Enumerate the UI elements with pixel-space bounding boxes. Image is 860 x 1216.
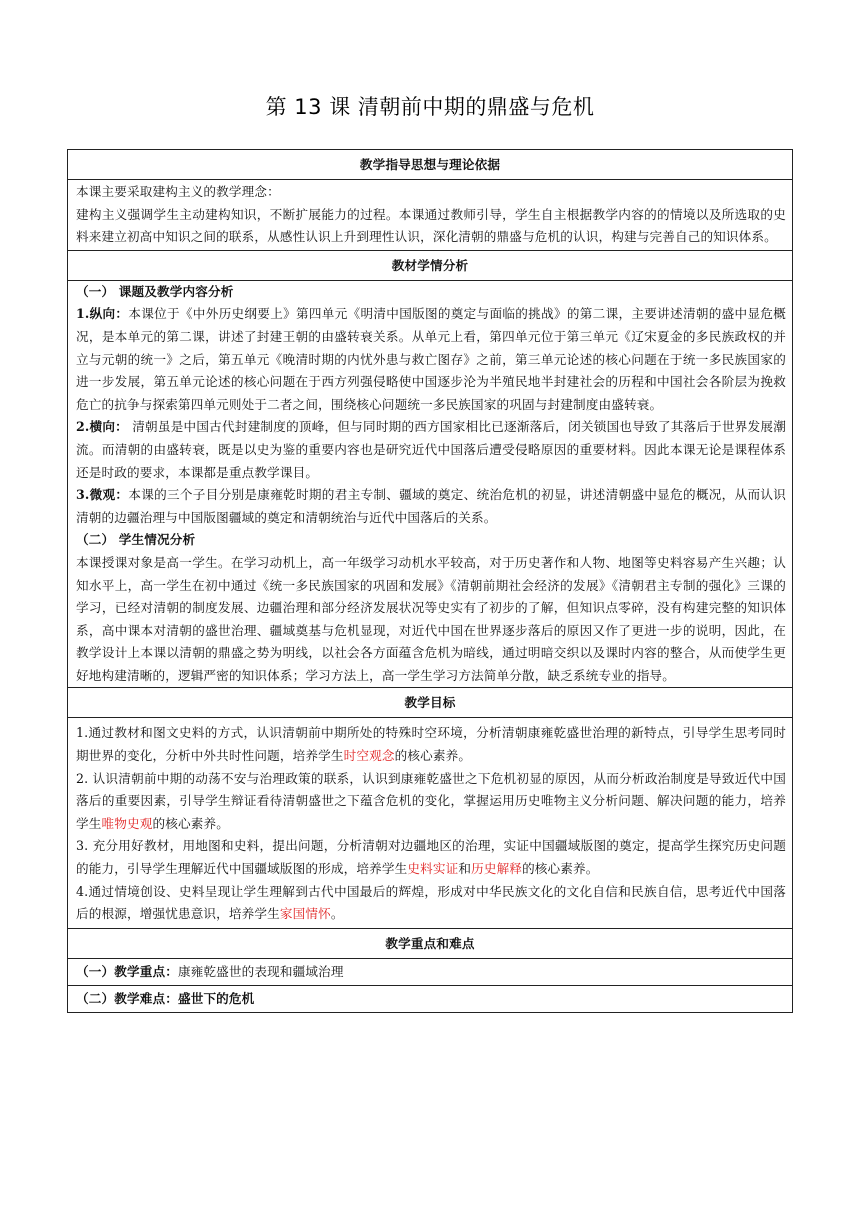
paragraph-label: 1.纵向： [76,306,129,322]
section-heading: 教学重点和难点 [68,928,793,958]
paragraph-text: 本课位于《中外历史纲要上》第四单元《明清中国版图的奠定与面临的挑战》的第二课，主要讲述清朝的盛中显危概况，是本单元的第二课，讲述了封建王朝的由盛转衰关系。从单元上看，第四单元位于第三单元《辽宋夏金的多民族政权的并立与元朝的统一》之后，第五单元《晚清时期的内忧外患与救亡图存》之前，第三单元论述的核心问题在于统一多民族国家的进一步发展，第五单元论述的核心问题在于西方列强侵略使中国逐步沦为半殖民地半封建社会的历程和中国社会各阶层为挽救危亡的抗争与探索第四单元则处于二者之间，围绕核心问题统一多民族国家的巩固与封建制度由盛转衰。 [76,306,786,412]
section-heading: 教学目标 [68,688,793,718]
keypoint-label: （一）教学重点： [76,963,178,979]
core-literacy-highlight: 时空观念 [343,748,395,764]
paragraph-label: 3.微观： [76,487,129,503]
section-analysis-body [68,280,793,688]
goal-item: 4.通过情境创设、史料呈现让学生理解到古代中国最后的辉煌，形成对中华民族文化的文化自信和民族自信，思考近代中国落后的根源，增强忧患意识，培养学生家国情怀。 [76,883,786,922]
subheading: （一） 课题及教学内容分析 [76,283,234,299]
keypoint-text: 盛世下的危机 [177,990,255,1006]
goal-item: 3. 充分用好教材，用地图和史料，提出问题，分析清朝对边疆地区的治理，实证中国疆域版图的奠定，提高学生探究历史问题的能力，引导学生理解近代中国疆域版图的形成，培养学生史料实证和历史解释的核心素养。 [76,838,786,877]
keypoint-cell [68,985,793,1012]
paragraph-label: 2.横向： [76,419,128,435]
goal-item: 2. 认识清朝前中期的动荡不安与治理政策的联系，认识到康雍乾盛世之下危机初显的原因，从而分析政治制度是导致近代中国落后的重要因素，引导学生辩证看待清朝盛世之下蕴含危机的变化，掌握运用历史唯物主义分析问题、解决问题的能力，培养学生唯物史观的核心素养。 [76,770,786,831]
section-body [68,180,793,251]
section-body [68,280,793,688]
goal-item: 1.通过教材和图文史料的方式，认识清朝前中期所处的特殊时空环境，分析清朝康雍乾盛世治理的新特点，引导学生思考同时期世界的变化，分析中外共时性问题，培养学生时空观念的核心素养。 [76,725,786,764]
keypoint-row [68,985,793,1012]
section-body [68,718,793,928]
paragraph-text: 本课的三个子目分别是康雍乾时期的君主专制、疆域的奠定、统治危机的初显，讲述清朝盛中显危的概况，从而认识清朝的边疆治理与中国版图疆域的奠定和清朝统治与近代中国落后的关系。 [76,487,786,525]
core-literacy-highlight: 家国情怀 [279,906,331,922]
core-literacy-highlight: 史料实证 [407,861,459,877]
page-title: 第 13 课 清朝前中期的鼎盛与危机 [265,95,595,119]
keypoint-row [68,958,793,985]
paragraph [76,484,786,529]
core-literacy-highlight: 唯物史观 [101,815,153,831]
paragraph: 本课授课对象是高一学生。在学习动机上，高一年级学习动机水平较高，对于历史著作和人物、地图等史料容易产生兴趣；认知水平上，高一学生在初中通过《统一多民族国家的巩固和发展》《清朝前期社会经济的发展》《清朝君主专制的强化》三课的学习，已经对清朝的制度发展、边疆治理和部分经济发展状况等史实有了初步的了解，但知识点零碎，没有构建完整的知识体系，高中课本对清朝的盛世治理、疆域奠基与危机显现，对近代中国在世界逐步落后的原因又作了更进一步的说明，因此，在教学设计上本课以清朝的鼎盛之势为明线，以社会各方面蕴含危机为暗线，通过明暗交织以及课时内容的整合，从而使学生更好地构建清晰的，逻辑严密的知识体系；学习方法上，高一学生学习方法简单分散，缺乏系统专业的指导。 [76,554,786,683]
keypoint-label: （二）教学难点： [76,990,178,1006]
paragraph: 本课主要采取建构主义的教学理念： [76,184,280,199]
subheading: （二） 学生情况分析 [76,532,196,548]
keypoint-cell [68,958,793,985]
section-goals-header [68,688,793,718]
paragraph [76,416,786,484]
section-keypoints-header [68,928,793,958]
keypoint-text: 康雍乾盛世的表现和疆域治理 [177,963,344,979]
section-heading: 教学指导思想与理论依据 [68,150,793,180]
paragraph [76,303,786,416]
section-guiding-header [68,150,793,180]
core-literacy-highlight: 历史解释 [471,861,523,877]
paragraph: 建构主义强调学生主动建构知识，不断扩展能力的过程。本课通过教师引导，学生自主根据教学内容的的情境以及所选取的史料来建立初高中知识之间的联系，从感性认识上升到理性认识，深化清朝的鼎盛与危机的认识，构建与完善自己的知识体系。 [76,206,786,245]
section-guiding-body [68,180,793,251]
section-analysis-header [68,250,793,280]
section-heading: 教材学情分析 [68,250,793,280]
lesson-plan-table [67,149,793,1013]
section-goals-body [68,718,793,928]
paragraph-text: 清朝虽是中国古代封建制度的顶峰，但与同时期的西方国家相比已逐渐落后，闭关锁国也导致了其落后于世界发展潮流。而清朝的由盛转衰，既是以史为鉴的重要内容也是研究近代中国落后遭受侵略原因的重要材料。因此本课无论是课程体系还是时政的要求，本课都是重点教学课目。 [76,419,786,480]
